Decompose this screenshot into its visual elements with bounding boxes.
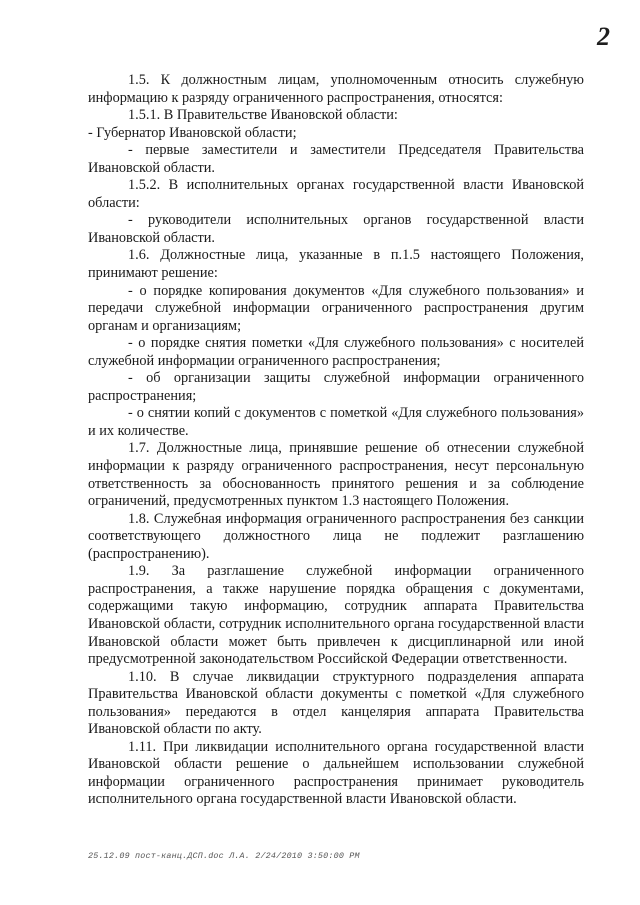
paragraph-1-5-2: 1.5.2. В исполнительных органах государственной власти Ивановской области:	[88, 177, 584, 211]
paragraph-1-11: 1.11. При ликвидации исполнительного органа государственной власти Ивановской области решение о дальнейшем использовании служебной информации ограниченного распространения принимает руководитель исполнительного органа государственной власти Ивановской области.	[88, 738, 584, 808]
list-item-protection: - об организации защиты служебной информации ограниченного распространения;	[88, 370, 584, 404]
list-item-removal: - о порядке снятия пометки «Для служебного пользования» с носителей служебной информации ограниченного распространения;	[88, 335, 584, 369]
paragraph-1-8: 1.8. Служебная информация ограниченного распространения без санкции соответствующего должностного лица не подлежит разглашению (распространению).	[88, 510, 584, 562]
document-body	[88, 72, 584, 809]
list-item-deputies: - первые заместители и заместители Председателя Правительства Ивановской области.	[88, 142, 584, 176]
list-item-heads: - руководители исполнительных органов государственной власти Ивановской области.	[88, 212, 584, 246]
list-item-copies: - о снятии копий с документов с пометкой «Для служебного пользования» и их количестве.	[88, 405, 584, 439]
paragraph-1-5: 1.5. К должностным лицам, уполномоченным относить служебную информацию к разряду ограниченного распространения, относятся:	[88, 72, 584, 106]
footer-file-info: 25.12.09 пост-канц.ДСП.doc Л.А. 2/24/2010 3:50:00 PM	[88, 851, 360, 861]
paragraph-1-10: 1.10. В случае ликвидации структурного подразделения аппарата Правительства Ивановской области документы с пометкой «Для служебного пользования» передаются в отдел канцелярия аппарата Правительства Ивановской области по акту.	[88, 668, 584, 738]
paragraph-1-9: 1.9. За разглашение служебной информации ограниченного распространения, а также нарушение порядка обращения с документами, содержащими такую информацию, сотрудник аппарата Правительства Ивановской области, сотрудник исполнительного органа государственной власти Ивановской области может быть привлечен к дисциплинарной или иной предусмотренной законодательством Российской Федерации ответственности.	[88, 563, 584, 668]
paragraph-1-6: 1.6. Должностные лица, указанные в п.1.5 настоящего Положения, принимают решение:	[88, 247, 584, 282]
paragraph-1-7: 1.7. Должностные лица, принявшие решение об отнесении служебной информации к разряду ограниченного распространения, несут персональную ответственность за обоснованность принятого решения и за соблюдение ограничений, предусмотренных пунктом 1.3 настоящего Положения.	[88, 440, 584, 510]
list-item-copying: - о порядке копирования документов «Для служебного пользования» и передачи служебной информации ограниченного распространения другим органам и организациям;	[88, 282, 584, 334]
page-number: 2	[597, 22, 610, 51]
list-item-governor: - Губернатор Ивановской области;	[88, 124, 297, 141]
paragraph-1-5-1: 1.5.1. В Правительстве Ивановской области:	[128, 107, 398, 124]
